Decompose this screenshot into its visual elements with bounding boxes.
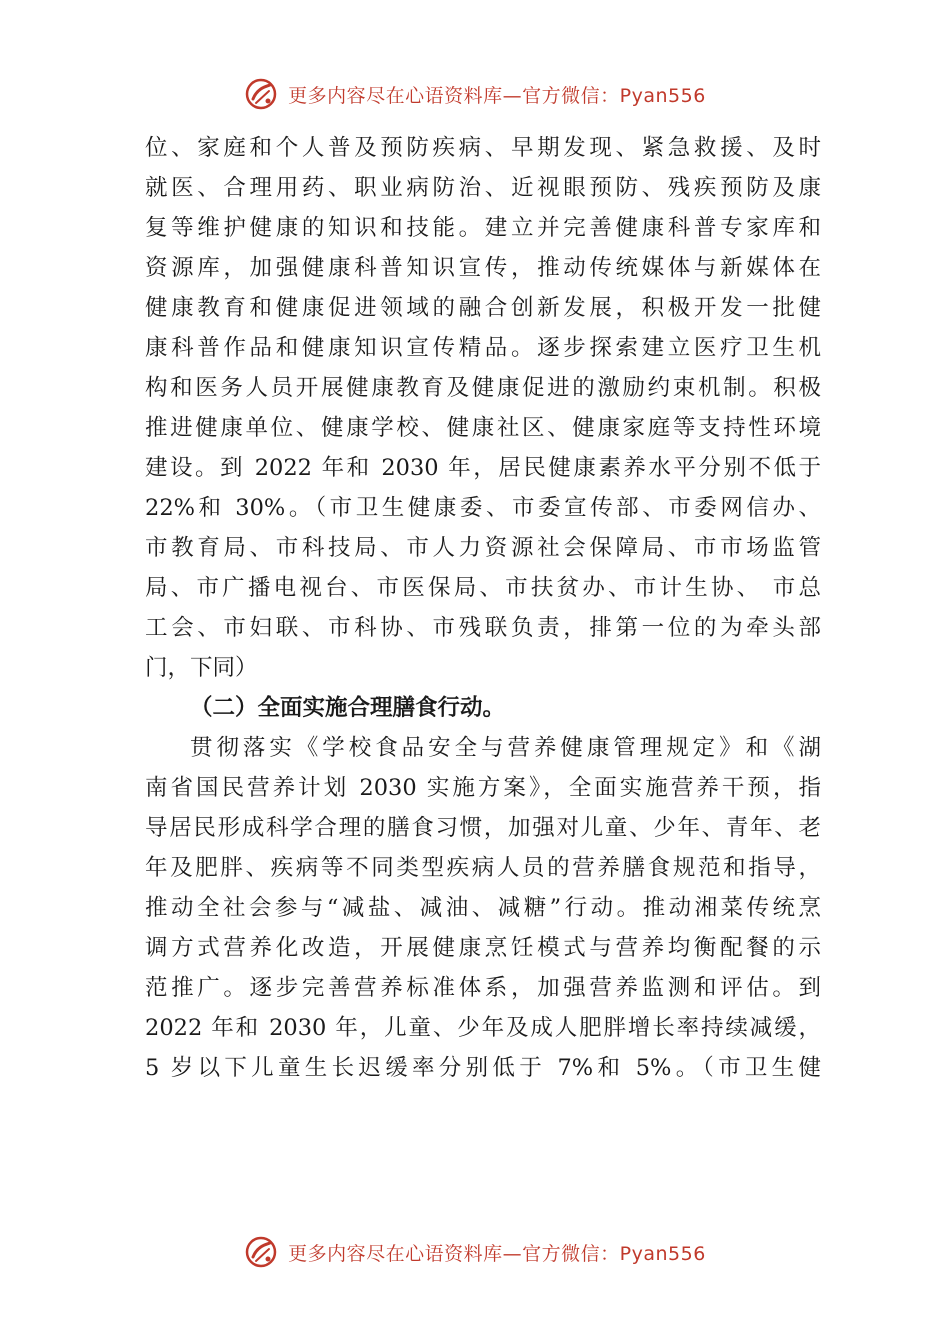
watermark-text: 更多内容尽在心语资料库—官方微信：Pyan556 [288,1242,706,1265]
text-line: 南省国民营养计划 2030 实施方案》，全面实施营养干预，指 [145,775,821,801]
text-line: 工会、市妇联、市科协、市残联负责，排第一位的为牵头部 [145,615,821,641]
text-line: 22%和 30%。（市卫生健康委、市委宣传部、市委网信办、 [145,495,821,521]
stylized-logo-icon [244,1235,278,1269]
document-body [145,128,821,1088]
text-line: 门，下同） [145,655,258,681]
paragraph-health-education [145,128,821,688]
text-line: 康科普作品和健康知识宣传精品。逐步探索建立医疗卫生机 [145,335,821,361]
text-line: 导居民形成科学合理的膳食习惯，加强对儿童、少年、青年、老 [145,815,821,841]
paragraph-diet-action [145,728,821,1088]
text-line: 推进健康单位、健康学校、健康社区、健康家庭等支持性环境 [145,415,821,441]
text-line: 5 岁以下儿童生长迟缓率分别低于 7%和 5%。（市卫生健 [145,1055,821,1081]
text-line: 年及肥胖、疾病等不同类型疾病人员的营养膳食规范和指导， [145,855,821,881]
text-line: 2022 年和 2030 年，儿童、少年及成人肥胖增长率持续减缓， [145,1015,821,1041]
text-line: 健康教育和健康促进领域的融合创新发展，积极开发一批健 [145,295,821,321]
text-line: 位、家庭和个人普及预防疾病、早期发现、紧急救援、及时 [145,135,821,161]
text-line: 就医、合理用药、职业病防治、近视眼预防、残疾预防及康 [145,175,821,201]
text-line: 市教育局、市科技局、市人力资源社会保障局、市市场监管 [145,535,821,561]
text-line: 建设。到 2022 年和 2030 年，居民健康素养水平分别不低于 [145,455,821,481]
text-line: 资源库，加强健康科普知识宣传，推动传统媒体与新媒体在 [145,255,821,281]
watermark-text: 更多内容尽在心语资料库—官方微信：Pyan556 [288,84,706,107]
section-heading: （二）全面实施合理膳食行动。 [190,695,506,721]
text-line: 贯彻落实《学校食品安全与营养健康管理规定》和《湖 [190,735,821,761]
stylized-logo-icon [244,77,278,111]
watermark-header [0,74,950,114]
text-line: 局、市广播电视台、市医保局、市扶贫办、市计生协、 市总 [145,575,821,601]
text-line: 复等维护健康的知识和技能。建立并完善健康科普专家库和 [145,215,821,241]
text-line: 构和医务人员开展健康教育及健康促进的激励约束机制。积极 [145,375,821,401]
text-line: 范推广。逐步完善营养标准体系，加强营养监测和评估。到 [145,975,821,1001]
text-line: 推动全社会参与“减盐、减油、减糖”行动。推动湘菜传统烹 [145,895,821,921]
text-line: 调方式营养化改造，开展健康烹饪模式与营养均衡配餐的示 [145,935,821,961]
watermark-footer [0,1232,950,1272]
